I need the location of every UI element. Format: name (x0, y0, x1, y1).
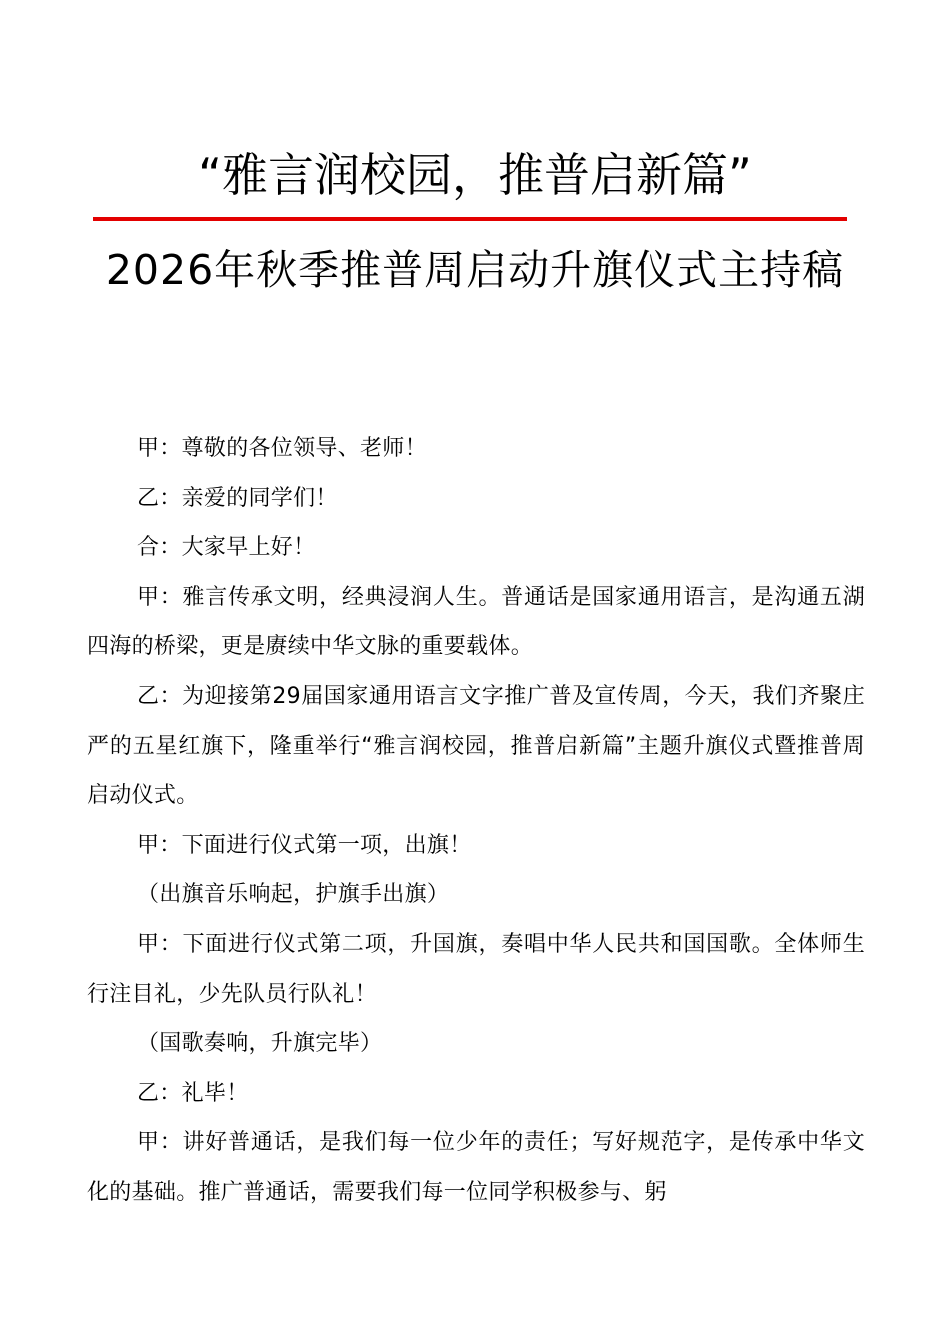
paragraph: 甲：下面进行仪式第二项，升国旗，奏唱中华人民共和国国歌。全体师生行注目礼，少先队员行队礼！ (87, 931, 865, 1007)
paragraph: 甲：雅言传承文明，经典浸润人生。普通话是国家通用语言，是沟通五湖四海的桥梁，更是赓续中华文脉的重要载体。 (87, 584, 865, 660)
paragraph: 乙：亲爱的同学们！ (137, 485, 338, 511)
title-red-rule (93, 217, 847, 221)
document-subtitle: 2026年秋季推普周启动升旗仪式主持稿 (105, 246, 845, 294)
paragraph: （出旗音乐响起，护旗手出旗） (137, 882, 450, 908)
paragraph: （国歌奏响，升旗完毕） (137, 1031, 383, 1057)
paragraph: 甲：下面进行仪式第一项，出旗！ (137, 832, 472, 858)
paragraph: 甲：尊敬的各位领导、老师！ (137, 436, 427, 461)
paragraph: 乙：礼毕！ (137, 1080, 249, 1106)
paragraph: 乙：为迎接第29届国家通用语言文字推广普及宣传周，今天，我们齐聚庄严的五星红旗下，隆重举行“雅言润校园，推普启新篇”主题升旗仪式暨推普周启动仪式。 (87, 683, 865, 809)
document-body (87, 424, 865, 1218)
document-title: “雅言润校园，推普启新篇” (198, 148, 752, 202)
paragraph: 合：大家早上好！ (137, 535, 316, 561)
paragraph: 甲：讲好普通话，是我们每一位少年的责任；写好规范字，是传承中华文化的基础。推广普通话，需要我们每一位同学积极参与、躬 (87, 1130, 865, 1205)
